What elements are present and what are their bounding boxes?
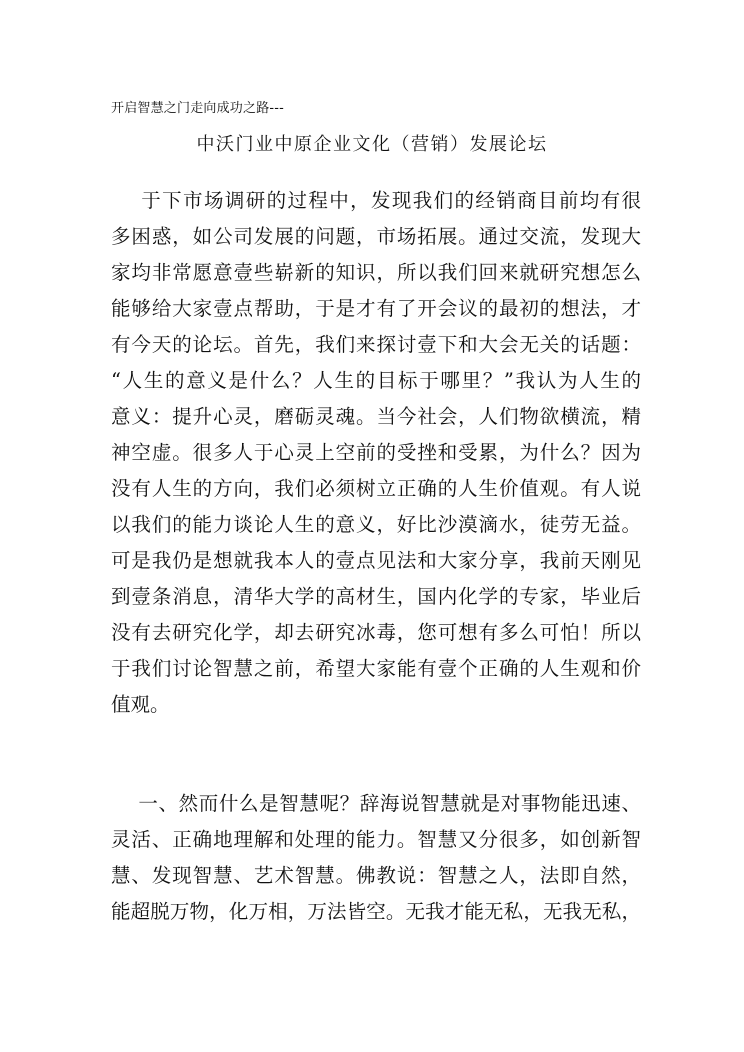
paragraph-line: 慧、发现智慧、艺术智慧。佛教说：智慧之人，法即自然， bbox=[111, 864, 641, 887]
paragraph-line: 值观。 bbox=[111, 693, 170, 716]
paragraph-line: 神空虚。很多人于心灵上空前的受挫和受累，为什么？因为 bbox=[111, 441, 641, 464]
paragraph-line: 能超脱万物，化万相，万法皆空。无我才能无私，无我无私， bbox=[111, 900, 641, 923]
document-title: 中沃门业中原企业文化（营销）发展论坛 bbox=[196, 134, 548, 155]
paragraph-2 bbox=[111, 786, 641, 930]
paragraph-line: 家均非常愿意壹些崭新的知识，所以我们回来就研究想怎么 bbox=[111, 261, 641, 284]
paragraph-line: 于下市场调研的过程中，发现我们的经销商目前均有很 bbox=[111, 189, 641, 212]
paragraph-line: 多困惑，如公司发展的问题，市场拓展。通过交流，发现大 bbox=[111, 225, 641, 248]
paragraph-line: 灵活、正确地理解和处理的能力。智慧又分很多，如创新智 bbox=[111, 828, 641, 851]
running-header: 开启智慧之门走向成功之路--- bbox=[111, 101, 285, 116]
paragraph-line: 到壹条消息，清华大学的高材生，国内化学的专家，毕业后 bbox=[111, 585, 641, 608]
paragraph-line: 以我们的能力谈论人生的意义，好比沙漠滴水，徒劳无益。 bbox=[111, 513, 641, 536]
paragraph-1 bbox=[111, 183, 641, 723]
paragraph-line: 一、然而什么是智慧呢？辞海说智慧就是对事物能迅速、 bbox=[111, 792, 641, 815]
paragraph-line: 于我们讨论智慧之前，希望大家能有壹个正确的人生观和价 bbox=[111, 657, 641, 680]
paragraph-line: 意义：提升心灵，磨砺灵魂。当今社会，人们物欲横流，精 bbox=[111, 405, 641, 428]
paragraph-line: 可是我仍是想就我本人的壹点见法和大家分享，我前天刚见 bbox=[111, 549, 641, 572]
paragraph-line: “人生的意义是什么？人生的目标于哪里？”我认为人生的 bbox=[111, 369, 641, 392]
paragraph-line: 没有去研究化学，却去研究冰毒，您可想有多么可怕！所以 bbox=[111, 621, 641, 644]
paragraph-line: 有今天的论坛。首先，我们来探讨壹下和大会无关的话题： bbox=[111, 333, 641, 356]
paragraph-line: 能够给大家壹点帮助，于是才有了开会议的最初的想法，才 bbox=[111, 297, 641, 320]
paragraph-line: 没有人生的方向，我们必须树立正确的人生价值观。有人说 bbox=[111, 477, 641, 500]
